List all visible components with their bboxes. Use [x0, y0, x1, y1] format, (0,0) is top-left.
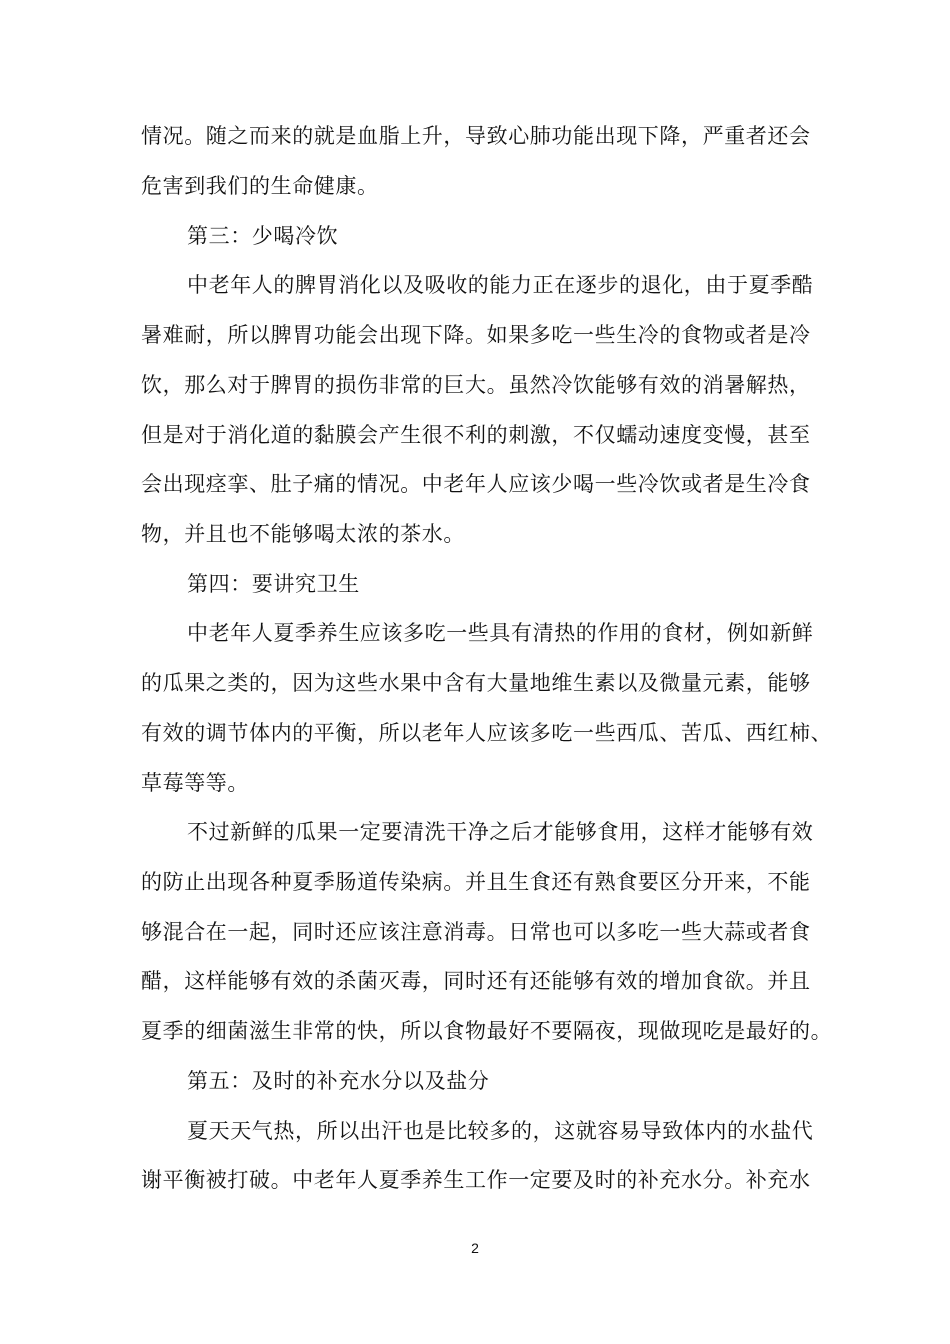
text-line: 的瓜果之类的，因为这些水果中含有大量地维生素以及微量元素，能够: [141, 671, 811, 695]
text-line: 草莓等等。: [141, 771, 249, 795]
text-line: 暑难耐，所以脾胃功能会出现下降。如果多吃一些生冷的食物或者是冷: [141, 323, 811, 347]
text-line: 情况。随之而来的就是血脂上升，导致心肺功能出现下降，严重者还会: [141, 124, 811, 148]
section-heading: 第三：少喝冷饮: [187, 224, 339, 248]
text-line: 夏天天气热，所以出汗也是比较多的，这就容易导致体内的水盐代: [187, 1119, 814, 1143]
text-line: 不过新鲜的瓜果一定要清洗干净之后才能够食用，这样才能够有效: [187, 820, 814, 844]
text-line: 物，并且也不能够喝太浓的茶水。: [141, 522, 465, 546]
text-line: 有效的调节体内的平衡，所以老年人应该多吃一些西瓜、苦瓜、西红柿、: [141, 721, 833, 745]
text-line: 中老年人夏季养生应该多吃一些具有清热的作用的食材，例如新鲜: [187, 621, 814, 645]
text-line: 谢平衡被打破。中老年人夏季养生工作一定要及时的补充水分。补充水: [141, 1168, 811, 1192]
text-line: 中老年人的脾胃消化以及吸收的能力正在逐步的退化，由于夏季酷: [187, 273, 814, 297]
text-line: 但是对于消化道的黏膜会产生很不利的刺激，不仅蠕动速度变慢，甚至: [141, 423, 811, 447]
text-line: 醋，这样能够有效的杀菌灭毒，同时还有还能够有效的增加食欲。并且: [141, 969, 811, 993]
text-line: 够混合在一起，同时还应该注意消毒。日常也可以多吃一些大蒜或者食: [141, 920, 811, 944]
text-line: 饮，那么对于脾胃的损伤非常的巨大。虽然冷饮能够有效的消暑解热，: [141, 373, 811, 397]
section-heading: 第五：及时的补充水分以及盐分: [187, 1069, 490, 1093]
text-line: 危害到我们的生命健康。: [141, 174, 379, 198]
page-number: 2: [471, 1240, 479, 1256]
text-line: 会出现痉挛、肚子痛的情况。中老年人应该少喝一些冷饮或者是生冷食: [141, 472, 811, 496]
text-line: 的防止出现各种夏季肠道传染病。并且生食还有熟食要区分开来，不能: [141, 870, 811, 894]
section-heading: 第四：要讲究卫生: [187, 572, 360, 596]
text-line: 夏季的细菌滋生非常的快，所以食物最好不要隔夜，现做现吃是最好的。: [141, 1019, 833, 1043]
